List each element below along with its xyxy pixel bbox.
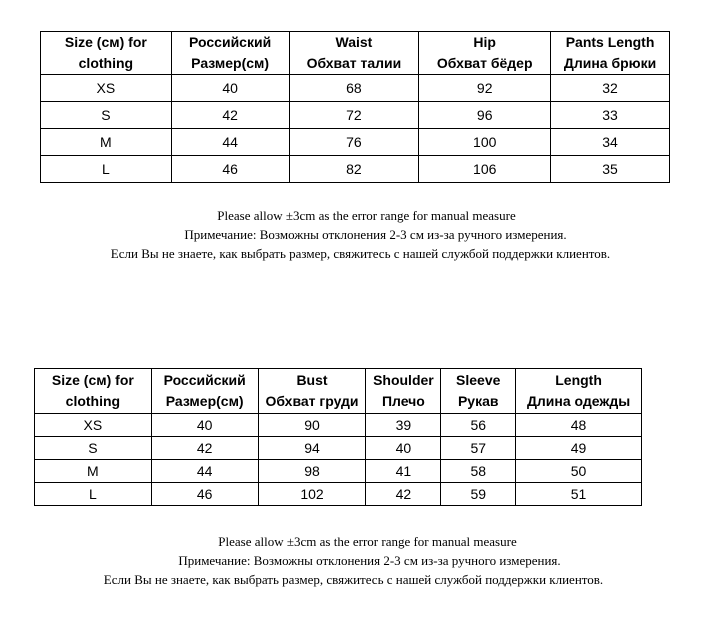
header-line: Bust bbox=[296, 372, 328, 388]
table-cell: 56 bbox=[441, 414, 516, 437]
table-cell: 40 bbox=[366, 437, 441, 460]
header-line: Российский bbox=[189, 34, 272, 50]
header-line: Обхват талии bbox=[306, 55, 402, 71]
error-range-note: Please allow ±3cm as the error range for manual measure bbox=[217, 208, 516, 223]
table-cell: 82 bbox=[289, 156, 419, 183]
table-cell: 42 bbox=[151, 437, 258, 460]
header-line: Size (см) for bbox=[64, 34, 147, 50]
header-line: Рукав bbox=[457, 393, 499, 409]
table-row bbox=[35, 437, 642, 460]
header-line: Длина одежды bbox=[526, 393, 631, 409]
header-line: Размер(см) bbox=[165, 393, 244, 409]
table-row bbox=[41, 102, 670, 129]
table-cell: 39 bbox=[366, 414, 441, 437]
header-size bbox=[41, 32, 172, 75]
table-cell: 106 bbox=[419, 156, 551, 183]
table-cell: S bbox=[35, 437, 152, 460]
header-line: Length bbox=[555, 372, 602, 388]
table-cell: XS bbox=[41, 75, 172, 102]
header-line: Плечо bbox=[381, 393, 425, 409]
table-cell: 34 bbox=[551, 129, 670, 156]
table-cell: 92 bbox=[419, 75, 551, 102]
table-cell: S bbox=[41, 102, 172, 129]
table-cell: 35 bbox=[551, 156, 670, 183]
header-line: Длина брюки bbox=[563, 55, 657, 71]
table-row bbox=[41, 75, 670, 102]
header-waist bbox=[289, 32, 419, 75]
header-line: Российский bbox=[163, 372, 246, 388]
tops-size-table bbox=[34, 368, 642, 506]
header-line: Hip bbox=[473, 34, 496, 50]
error-range-note-ru: Примечание: Возможны отклонения 2-3 см из-за ручного измерения. bbox=[184, 227, 567, 242]
error-range-note-ru: Примечание: Возможны отклонения 2-3 см из-за ручного измерения. bbox=[178, 553, 561, 568]
table-cell: 96 bbox=[419, 102, 551, 129]
header-hip bbox=[419, 32, 551, 75]
table-cell: 94 bbox=[258, 437, 366, 460]
table-header-row bbox=[35, 369, 642, 414]
table-cell: M bbox=[41, 129, 172, 156]
header-bust bbox=[258, 369, 366, 414]
header-shoulder bbox=[366, 369, 441, 414]
header-length bbox=[516, 369, 642, 414]
table-cell: 76 bbox=[289, 129, 419, 156]
pants-measurement-notes bbox=[0, 206, 707, 263]
header-line: Size (см) for bbox=[51, 372, 134, 388]
table-cell: 100 bbox=[419, 129, 551, 156]
header-pants-length bbox=[551, 32, 670, 75]
table-cell: L bbox=[41, 156, 172, 183]
table-cell: 51 bbox=[516, 483, 642, 506]
table-cell: 42 bbox=[171, 102, 289, 129]
table-cell: 68 bbox=[289, 75, 419, 102]
header-line: Размер(см) bbox=[191, 55, 270, 71]
table-cell: 90 bbox=[258, 414, 366, 437]
header-line: Обхват бёдер bbox=[436, 55, 533, 71]
header-russian-size bbox=[151, 369, 258, 414]
support-contact-note: Если Вы не знаете, как выбрать размер, свяжитесь с нашей службой поддержки клиентов. bbox=[103, 572, 604, 587]
table-cell: M bbox=[35, 460, 152, 483]
header-russian-size bbox=[171, 32, 289, 75]
tops-measurement-notes bbox=[0, 532, 707, 589]
error-range-note: Please allow ±3cm as the error range for manual measure bbox=[218, 534, 517, 549]
table-row bbox=[35, 460, 642, 483]
table-header-row bbox=[41, 32, 670, 75]
table-cell: 44 bbox=[151, 460, 258, 483]
table-cell: 44 bbox=[171, 129, 289, 156]
table-cell: 59 bbox=[441, 483, 516, 506]
header-line: Sleeve bbox=[456, 372, 501, 388]
table-cell: 41 bbox=[366, 460, 441, 483]
table-row bbox=[41, 129, 670, 156]
header-line: clothing bbox=[78, 55, 134, 71]
table-cell: 50 bbox=[516, 460, 642, 483]
header-sleeve bbox=[441, 369, 516, 414]
table-row bbox=[35, 414, 642, 437]
header-size bbox=[35, 369, 152, 414]
header-line: Waist bbox=[335, 34, 373, 50]
table-cell: 58 bbox=[441, 460, 516, 483]
table-cell: L bbox=[35, 483, 152, 506]
table-cell: 57 bbox=[441, 437, 516, 460]
table-cell: 40 bbox=[151, 414, 258, 437]
table-cell: 98 bbox=[258, 460, 366, 483]
header-line: clothing bbox=[65, 393, 121, 409]
table-cell: 42 bbox=[366, 483, 441, 506]
table-row bbox=[35, 483, 642, 506]
table-cell: 46 bbox=[151, 483, 258, 506]
pants-size-table bbox=[40, 31, 670, 183]
table-cell: 46 bbox=[171, 156, 289, 183]
header-line: Shoulder bbox=[373, 372, 434, 388]
table-cell: 40 bbox=[171, 75, 289, 102]
header-line: Обхват груди bbox=[265, 393, 359, 409]
table-cell: 32 bbox=[551, 75, 670, 102]
table-cell: 72 bbox=[289, 102, 419, 129]
table-cell: XS bbox=[35, 414, 152, 437]
table-row bbox=[41, 156, 670, 183]
support-contact-note: Если Вы не знаете, как выбрать размер, свяжитесь с нашей службой поддержки клиентов. bbox=[110, 246, 611, 261]
table-cell: 102 bbox=[258, 483, 366, 506]
table-cell: 49 bbox=[516, 437, 642, 460]
table-cell: 33 bbox=[551, 102, 670, 129]
table-cell: 48 bbox=[516, 414, 642, 437]
header-line: Pants Length bbox=[565, 34, 655, 50]
